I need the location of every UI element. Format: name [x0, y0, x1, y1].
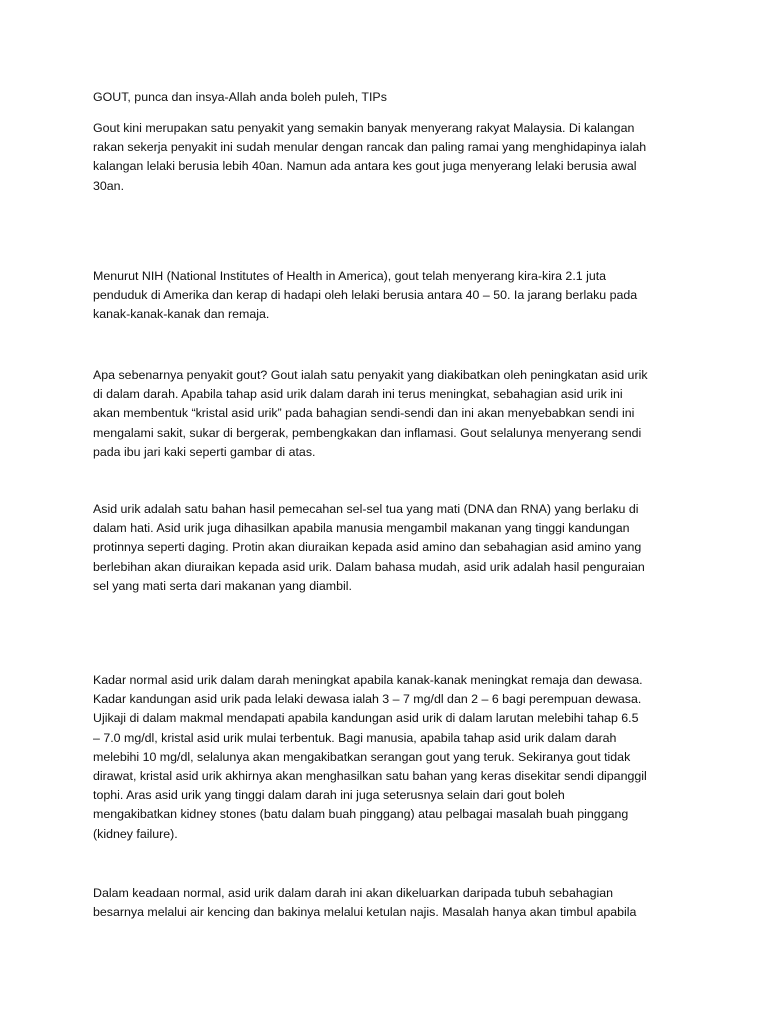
paragraph-line: melebihi 10 mg/dl, selalunya akan mengakibatkan serangan gout yang teruk. Sekiranya gout tidak	[93, 749, 631, 764]
paragraph-line: sel yang mati serta dari makanan yang diambil.	[93, 578, 352, 593]
paragraph-line: Kadar kandungan asid urik pada lelaki dewasa ialah 3 – 7 mg/dl dan 2 – 6 bagi perempuan dewasa.	[93, 692, 642, 707]
paragraph-line: dirawat, kristal asid urik akhirnya akan menghasilkan satu bahan yang keras disekitar sendi dipanggil	[93, 768, 647, 783]
paragraph-line: Ujikaji di dalam makmal mendapati apabila kandungan asid urik di dalam larutan melebihi tahap 6.5	[93, 711, 639, 726]
paragraph-line: rakan sekerja penyakit ini sudah menular dengan rancak dan paling ramai yang menghidapinya ialah	[93, 140, 647, 155]
paragraph-line: besarnya melalui air kencing dan bakinya melalui ketulan najis. Masalah hanya akan timbul apabila	[93, 905, 637, 920]
paragraph-line: Asid urik adalah satu bahan hasil pemecahan sel-sel tua yang mati (DNA dan RNA) yang berlaku di	[93, 502, 639, 516]
paragraph-line: Apa sebenarnya penyakit gout? Gout ialah satu penyakit yang diakibatkan oleh peningkatan asid urik	[93, 368, 648, 382]
document-title	[93, 88, 683, 107]
paragraph-6	[93, 884, 683, 922]
paragraph-line: 30an.	[93, 178, 125, 193]
paragraph-line: pada ibu jari kaki seperti gambar di atas.	[93, 444, 316, 459]
paragraph-line: – 7.0 mg/dl, kristal asid urik mulai terbentuk. Bagi manusia, apabila tahap asid urik dalam darah	[93, 730, 617, 745]
paragraph-2	[93, 267, 683, 325]
paragraph-line: protinnya seperti daging. Protin akan diuraikan kepada asid amino dan sebahagian asid amino yang	[93, 540, 642, 555]
paragraph-1	[93, 119, 683, 196]
paragraph-line: penduduk di Amerika dan kerap di hadapi oleh lelaki berusia antara 40 – 50. Ia jarang berlaku pada	[93, 288, 638, 303]
paragraph-4	[93, 500, 683, 596]
paragraph-line: Gout kini merupakan satu penyakit yang semakin banyak menyerang rakyat Malaysia. Di kalangan	[93, 121, 635, 135]
paragraph-line: Kadar normal asid urik dalam darah meningkat apabila kanak-kanak meningkat remaja dan dewasa.	[93, 673, 643, 687]
paragraph-3	[93, 366, 683, 462]
paragraph-line: berlebihan akan diuraikan kepada asid urik. Dalam bahasa mudah, asid urik adalah hasil penguraian	[93, 559, 645, 574]
paragraph-line: dalam hati. Asid urik juga dihasilkan apabila manusia mengambil makanan yang tinggi kandungan	[93, 521, 630, 536]
paragraph-line: Dalam keadaan normal, asid urik dalam darah ini akan dikeluarkan daripada tubuh sebahagian	[93, 886, 614, 900]
paragraph-line: kalangan lelaki berusia lebih 40an. Namun ada antara kes gout juga menyerang lelaki berusia awal	[93, 159, 637, 174]
paragraph-line: mengakibatkan kidney stones (batu dalam buah pinggang) atau pelbagai masalah buah pinggang	[93, 807, 629, 822]
paragraph-line: (kidney failure).	[93, 826, 178, 841]
paragraph-5	[93, 671, 683, 844]
paragraph-line: mengalami sakit, sukar di bergerak, pembengkakan dan inflamasi. Gout selalunya menyerang sendi	[93, 425, 642, 440]
paragraph-line: kanak-kanak-kanak dan remaja.	[93, 307, 270, 322]
paragraph-line: Menurut NIH (National Institutes of Health in America), gout telah menyerang kira-kira 2.1 juta	[93, 269, 607, 283]
paragraph-line: tophi. Aras asid urik yang tinggi dalam darah ini juga seterusnya selain dari gout boleh	[93, 788, 565, 803]
paragraph-line: di dalam darah. Apabila tahap asid urik dalam darah ini terus meningkat, sebahagian asid urik ini	[93, 387, 623, 402]
paragraph-line: akan membentuk “kristal asid urik” pada bahagian sendi-sendi dan ini akan menyebabkan sendi ini	[93, 406, 635, 421]
title-text: GOUT, punca dan insya-Allah anda boleh puleh, TIPs	[93, 90, 387, 104]
